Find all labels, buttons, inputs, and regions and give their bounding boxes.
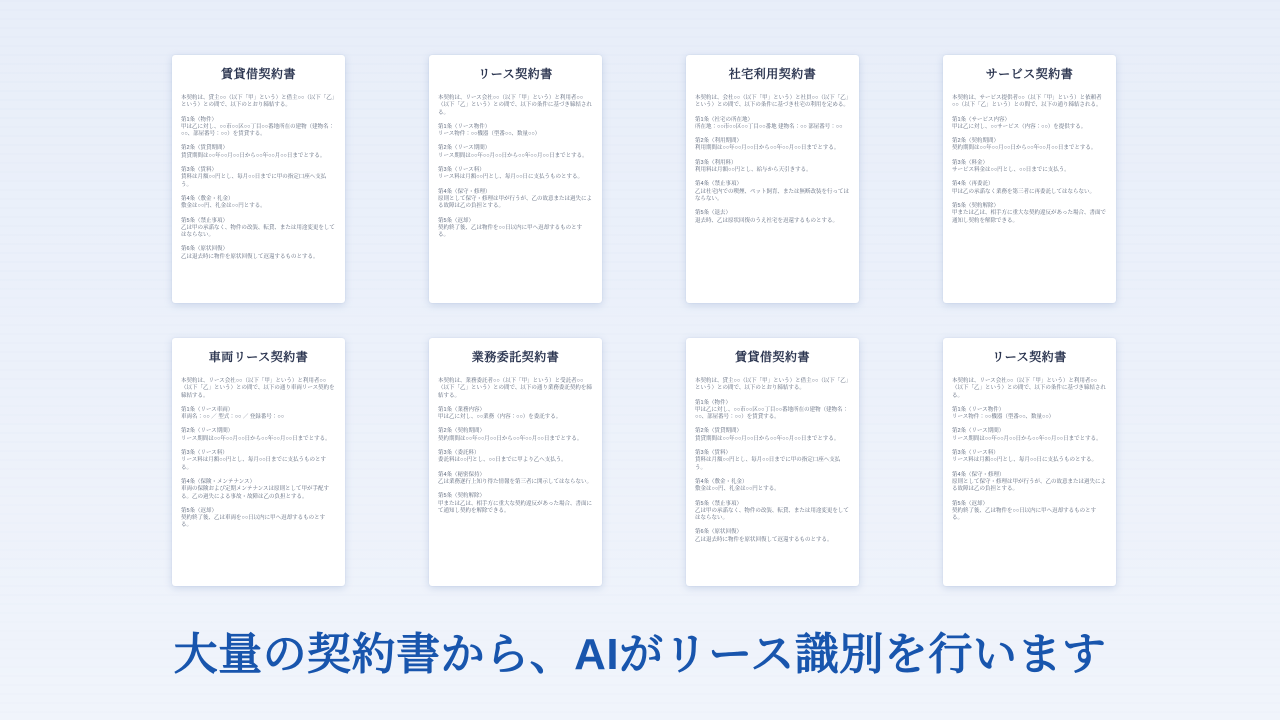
section-body: 乙は退去時に物件を原状回復して返還するものとする。 (695, 536, 833, 543)
document-title: リース契約書 (478, 67, 553, 81)
section-body: 甲は乙に対し、○○市○○区○○丁目○○番地所在の建物（建物名：○○、部屋番号：○○）を賃貸する。 (695, 406, 849, 421)
section-heading: 第5条（返却） (438, 217, 475, 224)
document-title: 社宅利用契約書 (728, 67, 817, 81)
contract-section (438, 145, 593, 160)
document-intro: 本契約は、業務委託者○○（以下「甲」という）と受託者○○（以下「乙」という）との間で、以下の通り業務委託契約を締結する。 (438, 378, 592, 399)
document-intro: 本契約は、リース会社○○（以下「甲」という）と利用者○○（以下「乙」という）との間で、以下の条件に基づき締結される。 (438, 95, 592, 116)
document-sections (181, 117, 336, 261)
contract-section (952, 472, 1107, 494)
section-heading: 第4条（敷金・礼金） (695, 478, 748, 485)
section-body: 賃料は月額○○円とし、毎月○○日までに甲の指定口座へ支払う。 (181, 174, 327, 188)
section-body: 乙は甲の承諾なく、物件の改装、転貸、または用途変更をしてはならない。 (181, 224, 335, 239)
document-intro: 本契約は、会社○○（以下「甲」という）と社員○○（以下「乙」という）との間で、以下の条件に基づき社宅の利用を定める。 (695, 95, 849, 109)
section-body: 甲または乙は、相手方に重大な契約違反があった場合、書面にて通知し契約を解除できる。 (438, 500, 592, 514)
document-title: リース契約書 (992, 350, 1067, 364)
contract-section (695, 210, 850, 225)
section-body: リース期間は○○年○○月○○日から○○年○○月○○日までとする。 (438, 152, 588, 159)
section-body: 賃貸期間は○○年○○月○○日から○○年○○月○○日までとする。 (181, 152, 326, 159)
section-heading: 第2条（契約期間） (438, 428, 486, 435)
section-heading: 第1条（リース物件） (952, 406, 1005, 413)
section-heading: 第5条（退去） (695, 210, 732, 217)
section-heading: 第3条（賃料） (181, 167, 218, 174)
contract-section (181, 167, 336, 189)
section-body: 乙は退去時に物件を原状回復して返還するものとする。 (181, 253, 319, 260)
section-body: 甲は乙に対し、○○サービス（内容：○○）を提供する。 (952, 123, 1087, 130)
section-heading: 第3条（委託料） (438, 450, 480, 457)
section-heading: 第3条（リース料） (181, 450, 228, 457)
section-heading: 第1条（リース車両） (181, 406, 234, 413)
section-body: 契約終了後、乙は車両を○○日以内に甲へ返却するものとする。 (181, 515, 326, 529)
section-heading: 第2条（賃貸期間） (181, 145, 229, 152)
contract-document-card (686, 55, 859, 303)
contract-section (438, 428, 593, 443)
section-body: 委託料は○○円とし、○○日までに甲より乙へ支払う。 (438, 457, 567, 464)
document-title: 車両リース契約書 (208, 350, 309, 364)
contract-section (438, 218, 593, 240)
section-body: リース物件：○○機器（型番○○、数量○○） (438, 131, 541, 138)
document-grid (172, 55, 1116, 586)
section-body: 原則として保守・修理は甲が行うが、乙の故意または過失による故障は乙の負担とする。 (952, 478, 1107, 493)
section-body: 乙は甲の承諾なく、物件の改装、転貸、または用途変更をしてはならない。 (695, 507, 849, 522)
section-heading: 第3条（料金） (952, 159, 989, 166)
contract-document-card (172, 338, 345, 586)
section-heading: 第2条（契約期間） (952, 138, 1000, 145)
section-body: リース物件：○○機器（型番○○、数量○○） (952, 414, 1055, 421)
document-intro: 本契約は、リース会社○○（以下「甲」という）と利用者○○（以下「乙」という）との間で、以下の条件に基づき締結される。 (952, 378, 1106, 399)
section-body: 利用料は月額○○円とし、給与から天引きする。 (695, 167, 812, 174)
contract-section (695, 428, 850, 443)
contract-document-card (429, 55, 602, 303)
contract-section (438, 124, 593, 139)
contract-section (952, 203, 1107, 225)
section-body: 利用期間は○○年○○月○○日から○○年○○月○○日までとする。 (695, 145, 840, 152)
document-sections (695, 117, 850, 225)
contract-section (952, 138, 1107, 153)
contract-document-card (429, 338, 602, 586)
document-sections (695, 400, 850, 544)
section-body: 契約終了後、乙は物件を○○日以内に甲へ返却するものとする。 (952, 507, 1097, 522)
section-body: 乙は業務遂行上知り得た情報を第三者に開示してはならない。 (438, 478, 593, 485)
section-body: 敷金は○○円、礼金は○○円とする。 (181, 203, 266, 210)
section-body: 車両の保険および定期メンテナンスは原則として甲が手配する。乙の過失による事故・故障は乙の負担とする。 (181, 486, 330, 500)
contract-section (695, 450, 850, 472)
contract-section (181, 450, 336, 472)
section-heading: 第1条（リース物件） (438, 123, 491, 130)
document-title: 業務委託契約書 (471, 350, 560, 364)
section-body: 契約終了後、乙は物件を○○日以内に甲へ返却するものとする。 (438, 224, 583, 239)
contract-section (181, 218, 336, 240)
section-heading: 第1条（物件） (181, 116, 218, 123)
section-body: 契約期間は○○年○○月○○日から○○年○○月○○日までとする。 (952, 145, 1097, 152)
section-heading: 第2条（リース期間） (181, 428, 234, 435)
section-heading: 第4条（保守・修理） (438, 188, 491, 195)
contract-section (438, 167, 593, 182)
contract-section (181, 145, 336, 160)
contract-section (695, 117, 850, 132)
section-heading: 第1条（社宅の所在地） (695, 116, 754, 123)
document-intro: 本契約は、貸主○○（以下「甲」という）と借主○○（以下「乙」という）との間で、以下のとおり締結する。 (695, 378, 849, 392)
contract-section (695, 181, 850, 203)
section-heading: 第3条（賃料） (695, 450, 732, 457)
contract-section (181, 407, 336, 422)
contract-document-card (686, 338, 859, 586)
section-heading: 第5条（契約解除） (952, 202, 1000, 209)
section-heading: 第2条（賃貸期間） (695, 428, 743, 435)
section-body: リース期間は○○年○○月○○日から○○年○○月○○日までとする。 (952, 435, 1102, 442)
contract-section (181, 117, 336, 139)
contract-section (438, 472, 593, 487)
section-heading: 第4条（敷金・礼金） (181, 195, 234, 202)
contract-section (438, 189, 593, 211)
section-heading: 第5条（返却） (952, 500, 989, 507)
section-body: 甲は乙の承諾なく業務を第三者に再委託してはならない。 (952, 188, 1096, 195)
contract-section (181, 479, 336, 501)
section-body: 賃料は月額○○円とし、毎月○○日までに甲の指定口座へ支払う。 (695, 457, 841, 471)
section-heading: 第6条（原状回復） (181, 246, 229, 253)
section-heading: 第4条（再委託） (952, 181, 994, 188)
document-title: 賃貸借契約書 (220, 67, 296, 81)
section-body: 甲は乙に対し、○○業務（内容：○○）を委託する。 (438, 414, 562, 421)
section-heading: 第3条（リース料） (952, 450, 999, 457)
section-heading: 第4条（禁止事項） (695, 181, 743, 188)
section-body: 敷金は○○円、礼金は○○円とする。 (695, 486, 780, 493)
section-heading: 第4条（秘密保持） (438, 471, 486, 478)
section-body: 甲は乙に対し、○○市○○区○○丁目○○番地所在の建物（建物名：○○、部屋番号：○○）を賃貸する。 (181, 123, 335, 138)
section-body: 原則として保守・修理は甲が行うが、乙の故意または過失による故障は乙の負担とする。 (438, 195, 593, 210)
section-heading: 第4条（保険・メンテナンス） (181, 478, 256, 485)
section-heading: 第1条（物件） (695, 399, 732, 406)
section-heading: 第4条（保守・修理） (952, 471, 1005, 478)
document-sections (438, 407, 593, 515)
section-heading: 第3条（利用料） (695, 159, 737, 166)
section-heading: 第3条（リース料） (438, 167, 485, 174)
document-intro: 本契約は、リース会社○○（以下「甲」という）と利用者○○（以下「乙」という）との間で、以下の通り車両リース契約を締結する。 (181, 378, 335, 399)
contract-section (695, 138, 850, 153)
contract-section (181, 246, 336, 261)
section-heading: 第5条（契約解除） (438, 493, 486, 500)
section-heading: 第1条（サービス内容） (952, 116, 1011, 123)
document-sections (952, 407, 1107, 523)
contract-section (695, 529, 850, 544)
contract-section (952, 407, 1107, 422)
section-body: 賃貸期間は○○年○○月○○日から○○年○○月○○日までとする。 (695, 435, 840, 442)
document-intro: 本契約は、サービス提供者○○（以下「甲」という）と依頼者○○（以下「乙」という）との間で、以下の通り締結される。 (952, 95, 1102, 109)
contract-section (952, 117, 1107, 132)
contract-document-card (172, 55, 345, 303)
section-body: 契約期間は○○年○○月○○日から○○年○○月○○日までとする。 (438, 435, 583, 442)
contract-section (438, 493, 593, 515)
section-body: リース料は月額○○円とし、毎月○○日までに支払うものとする。 (181, 457, 327, 471)
contract-section (695, 479, 850, 494)
contract-section (181, 196, 336, 211)
contract-document-card (943, 55, 1116, 303)
caption-text: 大量の契約書から、AIがリース識別を行います (173, 630, 1107, 679)
document-title: 賃貸借契約書 (734, 350, 810, 364)
section-body: リース料は月額○○円とし、毎月○○日に支払うものとする。 (438, 174, 584, 181)
section-body: 退去時、乙は原状回復のうえ社宅を返還するものとする。 (695, 217, 839, 224)
section-body: 乙は社宅内での喫煙、ペット飼育、または無断改装を行ってはならない。 (695, 188, 850, 202)
document-sections (438, 124, 593, 240)
contract-section (952, 160, 1107, 175)
contract-document-card (943, 338, 1116, 586)
section-body: 所在地：○○市○○区○○丁目○○番地 建物名：○○ 部屋番号：○○ (695, 123, 843, 130)
section-heading: 第2条（リース期間） (952, 428, 1005, 435)
section-heading: 第5条（返却） (181, 507, 218, 514)
section-heading: 第5条（禁止事項） (695, 500, 743, 507)
section-body: 甲または乙は、相手方に重大な契約違反があった場合、書面で通知し契約を解除できる。 (952, 210, 1106, 224)
section-heading: 第6条（原状回復） (695, 529, 743, 536)
contract-section (952, 428, 1107, 443)
section-body: 車両名：○○ ／ 型式：○○ ／ 登録番号：○○ (181, 414, 285, 421)
document-title: サービス契約書 (985, 67, 1074, 81)
contract-section (695, 400, 850, 422)
section-body: リース料は月額○○円とし、毎月○○日に支払うものとする。 (952, 457, 1098, 464)
section-heading: 第2条（リース期間） (438, 145, 491, 152)
section-heading: 第2条（利用期間） (695, 138, 743, 145)
contract-section (181, 428, 336, 443)
contract-section (438, 407, 593, 422)
contract-section (952, 501, 1107, 523)
document-sections (952, 117, 1107, 225)
section-body: リース期間は○○年○○月○○日から○○年○○月○○日までとする。 (181, 435, 331, 442)
section-body: サービス料金は○○円とし、○○日までに支払う。 (952, 167, 1070, 174)
contract-section (438, 450, 593, 465)
contract-section (695, 501, 850, 523)
contract-section (181, 508, 336, 530)
contract-section (952, 450, 1107, 465)
section-heading: 第1条（業務内容） (438, 406, 486, 413)
contract-section (952, 181, 1107, 196)
contract-section (695, 160, 850, 175)
document-intro: 本契約は、貸主○○（以下「甲」という）と借主○○（以下「乙」という）との間で、以下のとおり締結する。 (181, 95, 335, 109)
document-sections (181, 407, 336, 530)
section-heading: 第5条（禁止事項） (181, 217, 229, 224)
